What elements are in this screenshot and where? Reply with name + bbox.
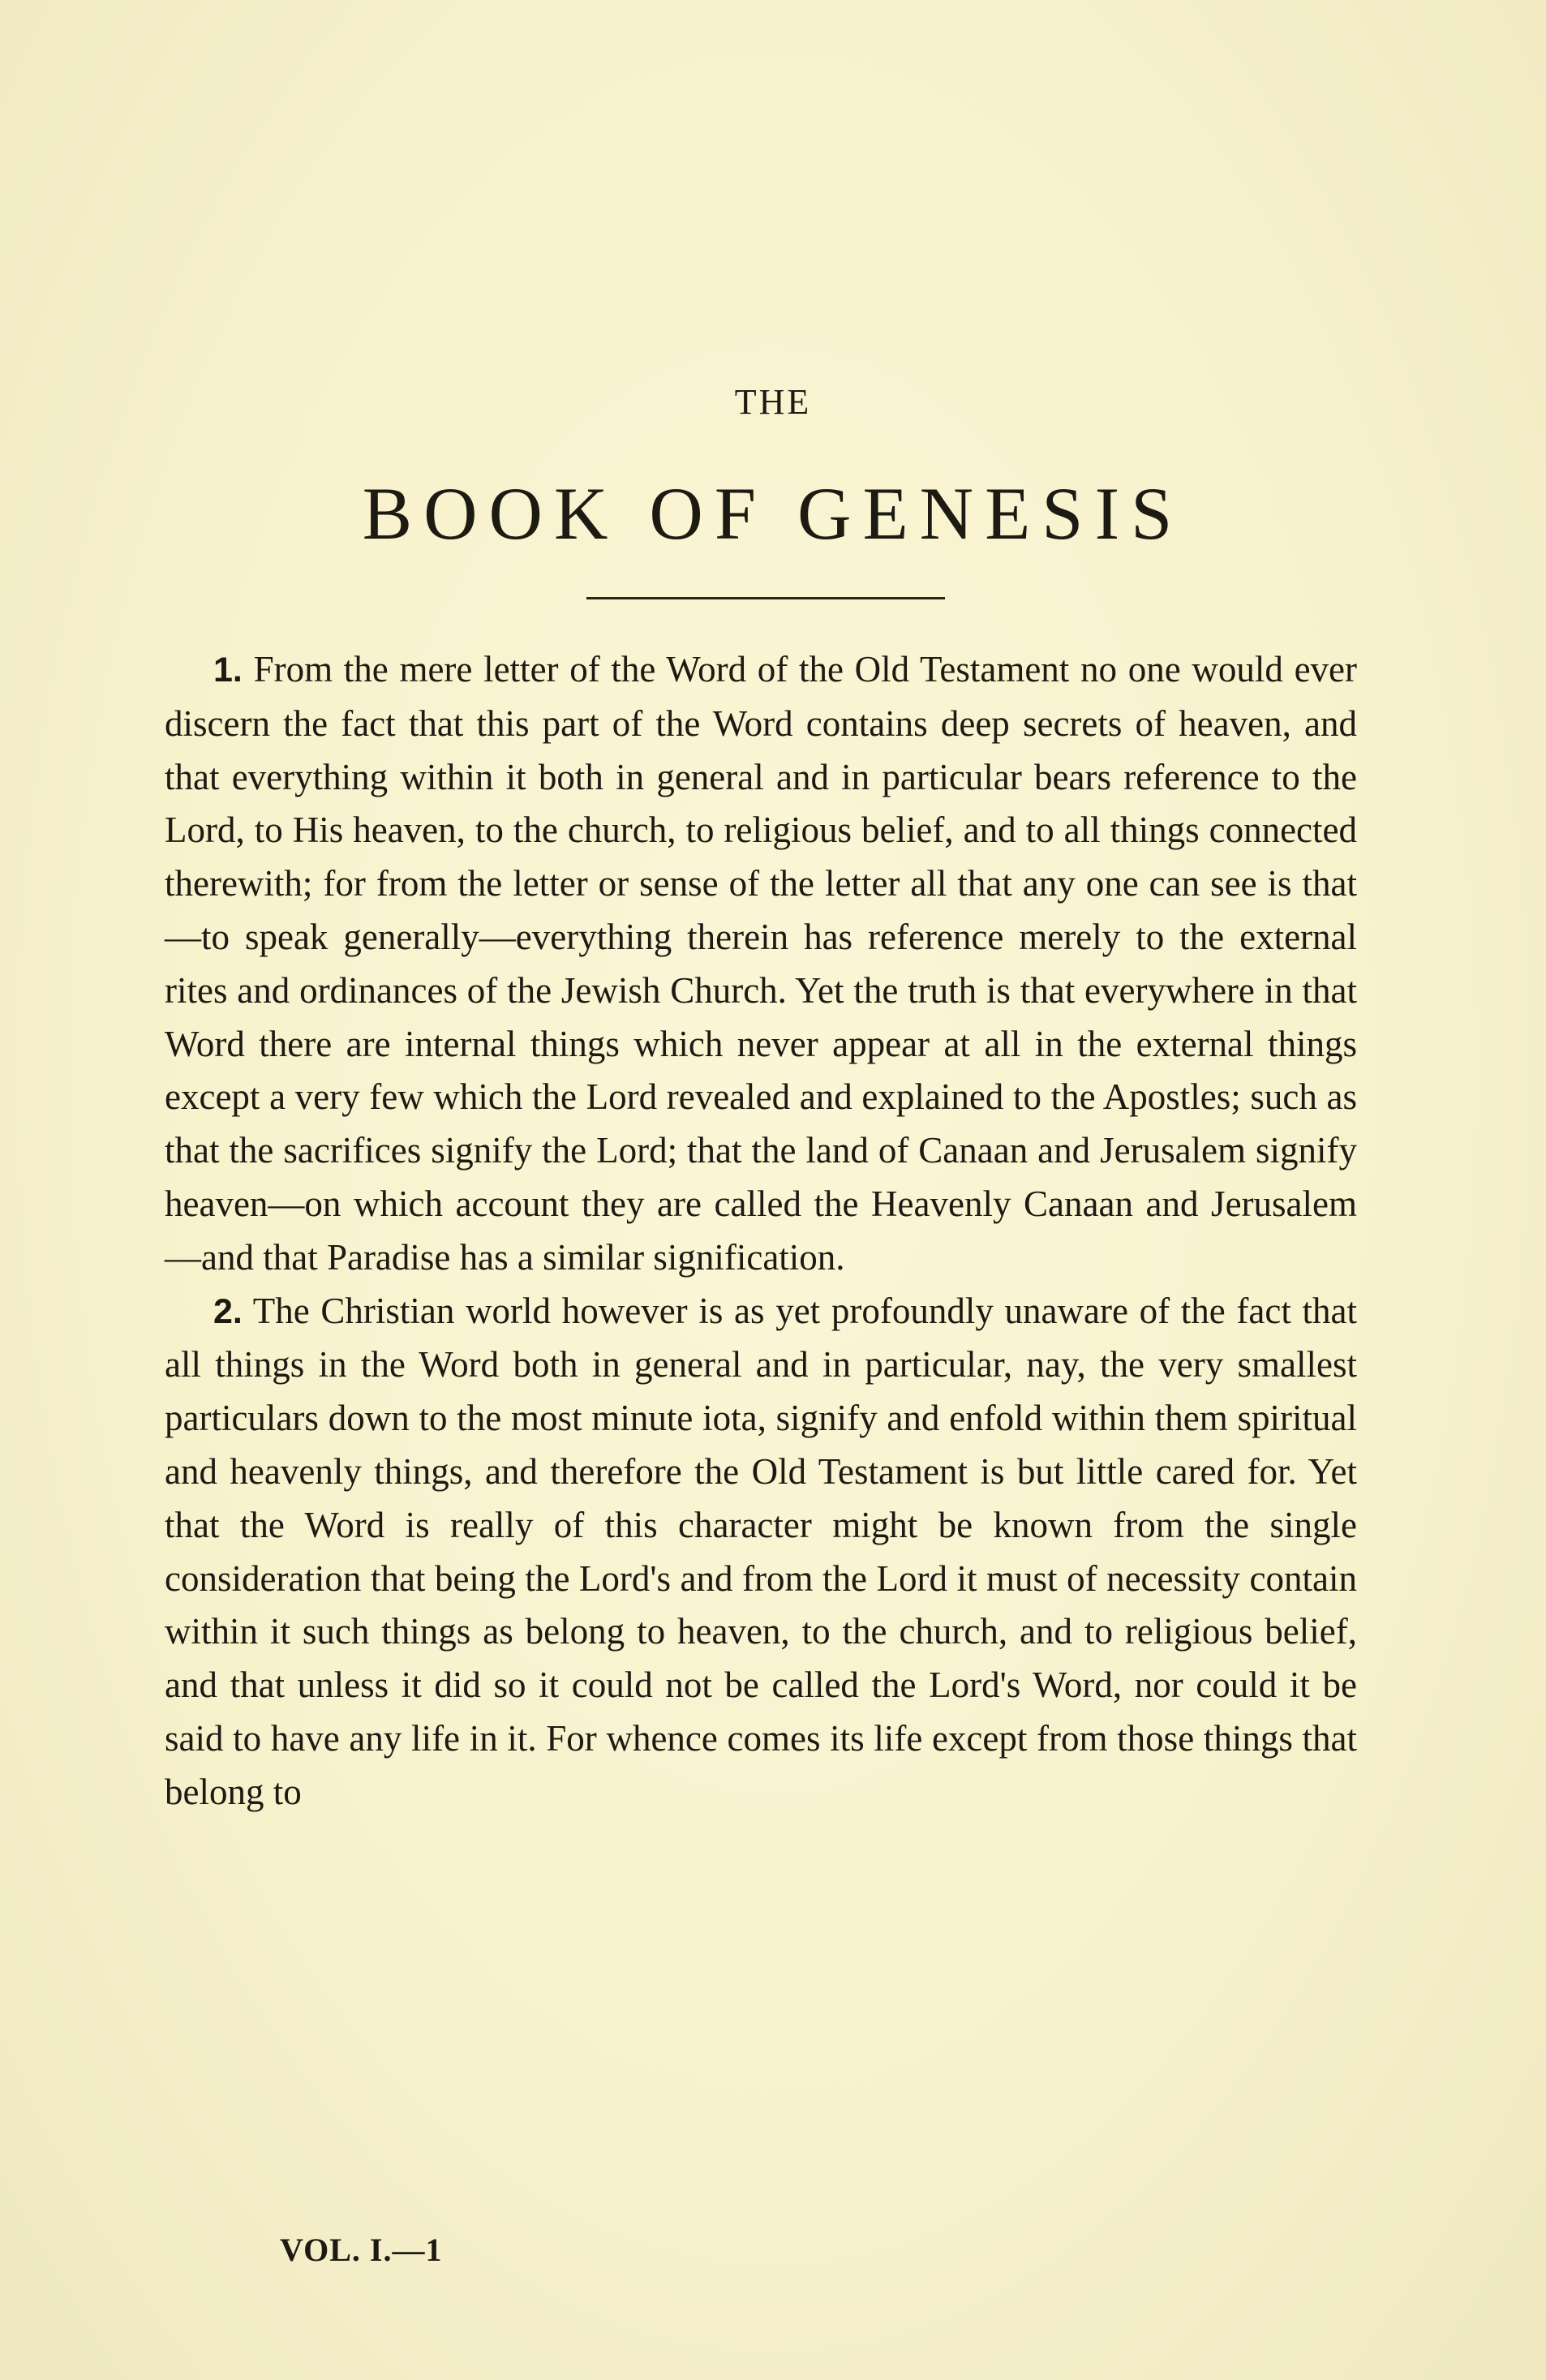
paragraph-number: 1. (213, 651, 243, 690)
signature-mark: VOL. I.—1 (280, 2232, 443, 2268)
paragraph-number: 2. (213, 1291, 243, 1331)
title-divider (586, 597, 945, 599)
paragraph-1 (165, 643, 1357, 1285)
paragraph-text: The Christian world however is as yet profoundly unaware of the fact that all things in the Word both in general and in particular, nay, the very smallest particulars down to the most minute iota, signify and enfold within them spiritual and heavenly things, and therefore the Old Testament is but little cared for. Yet that the Word is really of this character might be known from the single consideration that being the Lord's and from the Lord it must of necessity contain within it such things as belong to heaven, to the church, and to religious belief, and that unless it did so it could not be called the Lord's Word, nor could it be said to have any life in it. For whence comes its life except from those things that belong to (165, 1290, 1358, 1812)
body-text (165, 643, 1357, 1819)
title-kicker: THE (734, 382, 812, 422)
page-title: BOOK OF GENESIS (362, 472, 1184, 555)
paragraph-2 (165, 1285, 1357, 1819)
paragraph-text: From the mere letter of the Word of the Old Testament no one would ever discern the fact that this part of the Word contains deep secrets of heaven, and that everything within it both in general and in particular bears reference to the Lord, to His heaven, to the church, to religious belief, and to all things connected therewith; for from the letter or sense of the letter all that any one can see is that—to speak generally—everything therein has reference merely to the external rites and ordinances of the Jewish Church. Yet the truth is that everywhere in that Word there are internal things which never appear at all in the external things except a very few which the Lord revealed and explained to the Apostles; such as that the sacrifices signify the Lord; that the land of Canaan and Jerusalem signify heaven—on which account they are called the Heavenly Canaan and Jerusalem—and that Paradise has a similar signification. (165, 649, 1357, 1278)
